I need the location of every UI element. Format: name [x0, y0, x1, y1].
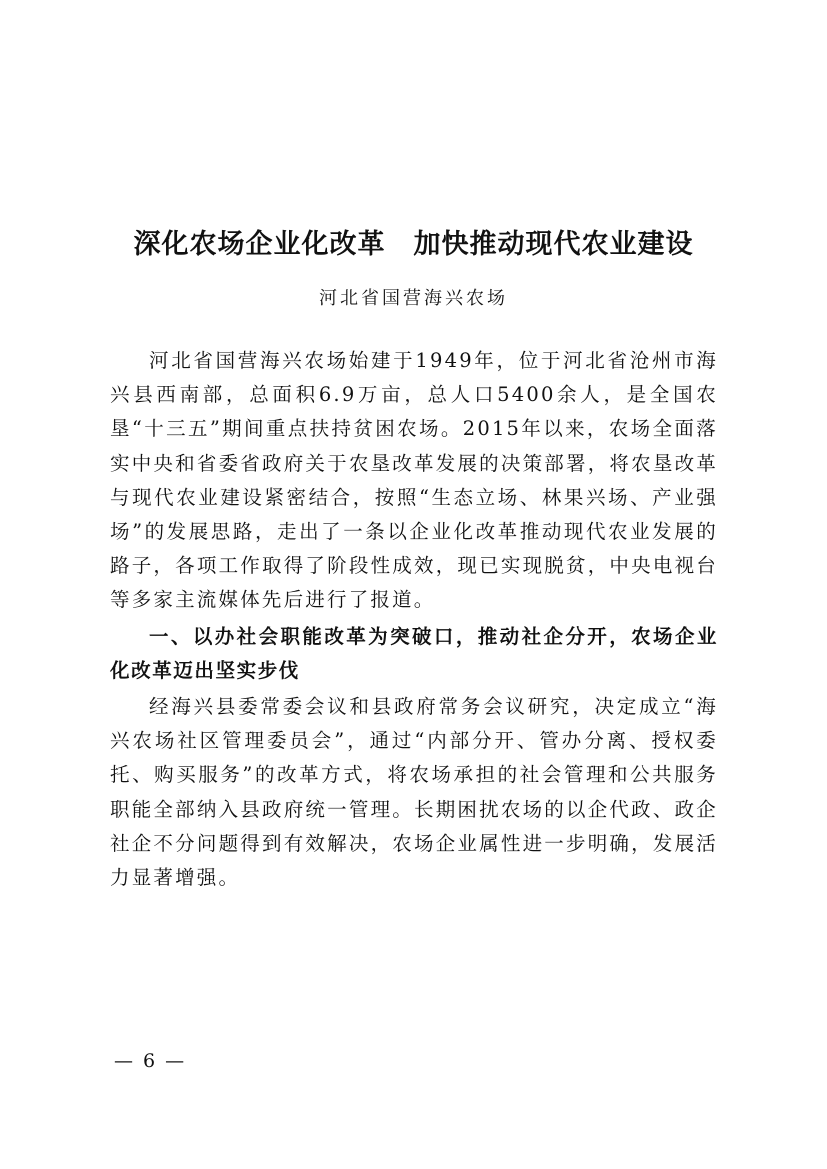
document-title: 深化农场企业化改革 加快推动现代农业建设 — [133, 229, 694, 260]
document-body — [110, 344, 718, 895]
section-heading: 一、以办社会职能改革为突破口，推动社企分开，农场企业化改革迈出坚实步伐 — [110, 624, 718, 682]
document-author: 河北省国营海兴农场 — [319, 288, 508, 309]
body-paragraph: 经海兴县委常委会议和县政府常务会议研究，决定成立“海兴农场社区管理委员会”，通过“内部分开、管办分离、授权委托、购买服务”的改革方式，将农场承担的社会管理和公共服务职能全部纳入县政府统一管理。长期困扰农场的以企代政、政企社企不分问题得到有效解决，农场企业属性进一步明确，发展活力显著增强。 — [110, 695, 718, 890]
page-number: — 6 — — [114, 1050, 187, 1072]
body-paragraph: 河北省国营海兴农场始建于1949年，位于河北省沧州市海兴县西南部，总面积6.9万亩，总人口5400余人，是全国农垦“十三五”期间重点扶持贫困农场。2015年以来，农场全面落实中央和省委省政府关于农垦改革发展的决策部署，将农垦改革与现代农业建设紧密结合，按照“生态立场、林果兴场、产业强场”的发展思路，走出了一条以企业化改革推动现代农业发展的路子，各项工作取得了阶段性成效，现已实现脱贫，中央电视台等多家主流媒体先后进行了报道。 — [110, 349, 718, 612]
